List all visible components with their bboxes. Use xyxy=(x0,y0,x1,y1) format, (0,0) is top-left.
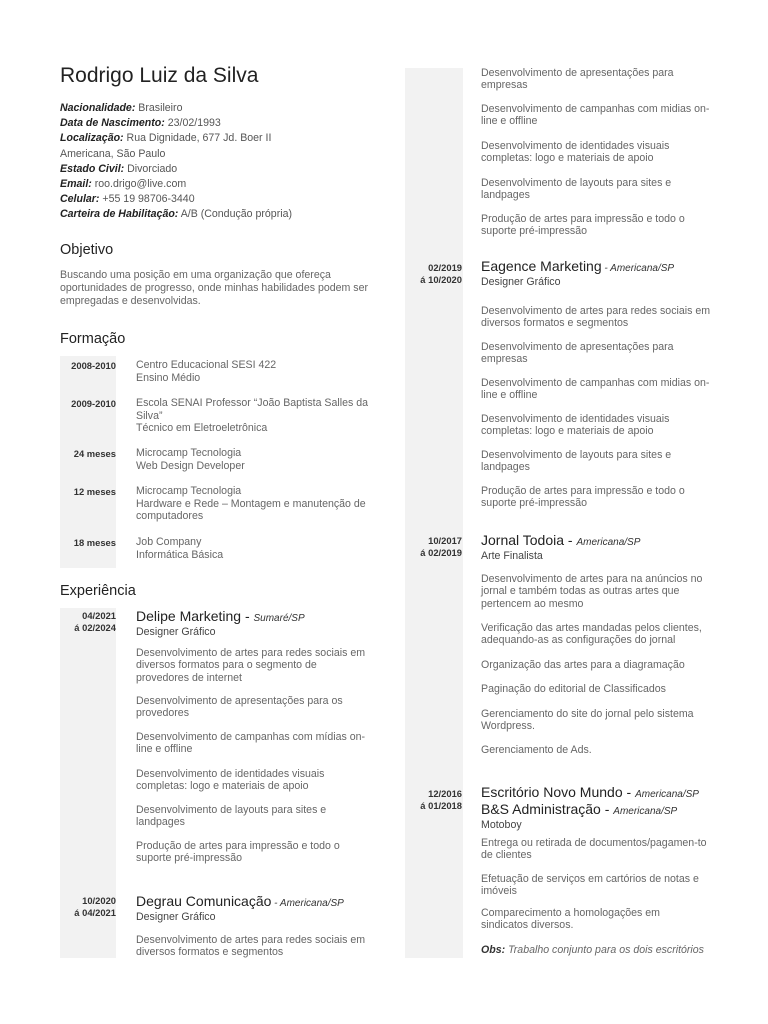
experiencia-timeline-bar-continued xyxy=(405,68,463,958)
job-task: Desenvolvimento de layouts para sites e landpages xyxy=(136,804,327,829)
formacao-entry: Microcamp Tecnologia Web Design Developer xyxy=(136,447,245,472)
formacao-entry: Job Company Informática Básica xyxy=(136,536,224,561)
formacao-entry: Escola SENAI Professor “João Baptista Salles da Silva” Técnico em Eletroeletrônica xyxy=(136,397,368,435)
job-task: Desenvolvimento de artes para redes sociais em diversos formatos para o segmento de provedores de internet xyxy=(136,647,366,684)
job-header: Escritório Novo Mundo - Americana/SP B&S Administração - Americana/SP Motoboy xyxy=(481,784,699,831)
info-habilitacao: Carteira de Habilitação: A/B (Condução própria) xyxy=(60,208,292,221)
info-nacionalidade: Nacionalidade: Brasileiro xyxy=(60,102,183,114)
objetivo-text: Buscando uma posição em uma organização que ofereça oportunidades de progresso, onde minhas habilidades podem ser empregadas e desenvolvidas. xyxy=(60,269,369,307)
formacao-entry: Microcamp Tecnologia Hardware e Rede – Montagem e manutenção de computadores xyxy=(136,485,366,523)
job-date: 10/2017 á 02/2019 xyxy=(420,535,462,558)
job-task: Entrega ou retirada de documentos/pagamen-to de clientes xyxy=(481,837,707,862)
objetivo-heading: Objetivo xyxy=(60,242,114,258)
job-task: Produção de artes para impressão e todo o suporte pré-impressão xyxy=(481,485,685,510)
info-email: Email: roo.drigo@live.com xyxy=(60,178,187,191)
job-task: Desenvolvimento de artes para redes sociais em diversos formatos e segmentos xyxy=(481,305,711,330)
formacao-date: 24 meses xyxy=(73,448,116,459)
formacao-date: 2009-2010 xyxy=(71,398,116,409)
formacao-entry: Centro Educacional SESI 422 Ensino Médio xyxy=(136,359,277,384)
job-task: Desenvolvimento de layouts para sites e landpages xyxy=(481,177,672,202)
job-task: Desenvolvimento de identidades visuais completas: logo e materiais de apoio xyxy=(481,413,670,438)
job-task: Desenvolvimento de apresentações para os provedores xyxy=(136,695,343,720)
experiencia-heading: Experiência xyxy=(60,583,136,599)
formacao-date: 18 meses xyxy=(73,537,116,548)
job-task: Desenvolvimento de campanhas com midias on-line e offline xyxy=(481,377,710,402)
job-task: Desenvolvimento de artes para na anúncios no jornal e também todas as outras artes que pertencem ao mesmo xyxy=(481,573,703,610)
job-date: 04/2021 á 02/2024 xyxy=(74,610,116,633)
job-task: Comparecimento a homologações em sindicatos diversos. xyxy=(481,907,661,932)
job-task: Efetuação de serviços em cartórios de notas e imóveis xyxy=(481,873,699,898)
job-task: Desenvolvimento de apresentações para empresas xyxy=(481,67,674,92)
job-date: 12/2016 á 01/2018 xyxy=(420,788,462,811)
job-task: Desenvolvimento de campanhas com mídias on-line e offline xyxy=(136,731,366,756)
info-localizacao: Localização: Rua Dignidade, 677 Jd. Boer II xyxy=(60,132,272,145)
formacao-date: 12 meses xyxy=(73,486,116,497)
job-task: Desenvolvimento de campanhas com midias on-line e offline xyxy=(481,103,710,128)
job-header: Jornal Todoia - Americana/SP Arte Finalista xyxy=(481,532,641,562)
formacao-heading: Formação xyxy=(60,331,126,347)
formacao-date: 2008-2010 xyxy=(71,360,116,371)
job-header: Delipe Marketing - Sumaré/SP Designer Gráfico xyxy=(136,608,305,638)
job-task: Desenvolvimento de apresentações para empresas xyxy=(481,341,674,366)
job-task: Gerenciamento de Ads. xyxy=(481,744,592,756)
info-celular: Celular: +55 19 98706-3440 xyxy=(60,193,195,206)
job-task: Desenvolvimento de identidades visuais completas: logo e materiais de apoio xyxy=(136,768,325,793)
job-date: 10/2020 á 04/2021 xyxy=(74,895,116,918)
job-task: Paginação do editorial de Classificados xyxy=(481,683,666,695)
job-task: Verificação das artes mandadas pelos clientes, adequando-as as configurações do jornal xyxy=(481,622,702,647)
job-header: Degrau Comunicação - Americana/SP Designer Gráfico xyxy=(136,893,344,923)
info-nascimento: Data de Nascimento: 23/02/1993 xyxy=(60,117,221,130)
job-task: Gerenciamento do site do jornal pelo sistema Wordpress. xyxy=(481,708,694,733)
candidate-name: Rodrigo Luiz da Silva xyxy=(60,64,259,87)
job-task: Desenvolvimento de artes para redes sociais em diversos formatos e segmentos xyxy=(136,934,366,959)
info-cidade: Americana, São Paulo xyxy=(60,147,166,160)
job-header: Eagence Marketing - Americana/SP Designer Gráfico xyxy=(481,258,675,288)
job-task: Organização das artes para a diagramação xyxy=(481,659,685,671)
info-estado-civil: Estado Civil: Divorciado xyxy=(60,162,178,175)
job-note: Obs: Trabalho conjunto para os dois escritórios xyxy=(481,944,704,956)
personal-info xyxy=(60,101,380,223)
job-task: Produção de artes para impressão e todo o suporte pré-impressão xyxy=(481,213,685,238)
job-date: 02/2019 á 10/2020 xyxy=(420,262,462,285)
job-task: Desenvolvimento de identidades visuais completas: logo e materiais de apoio xyxy=(481,140,670,165)
job-task: Desenvolvimento de layouts para sites e landpages xyxy=(481,449,672,474)
job-task: Produção de artes para impressão e todo o suporte pré-impressão xyxy=(136,840,340,865)
